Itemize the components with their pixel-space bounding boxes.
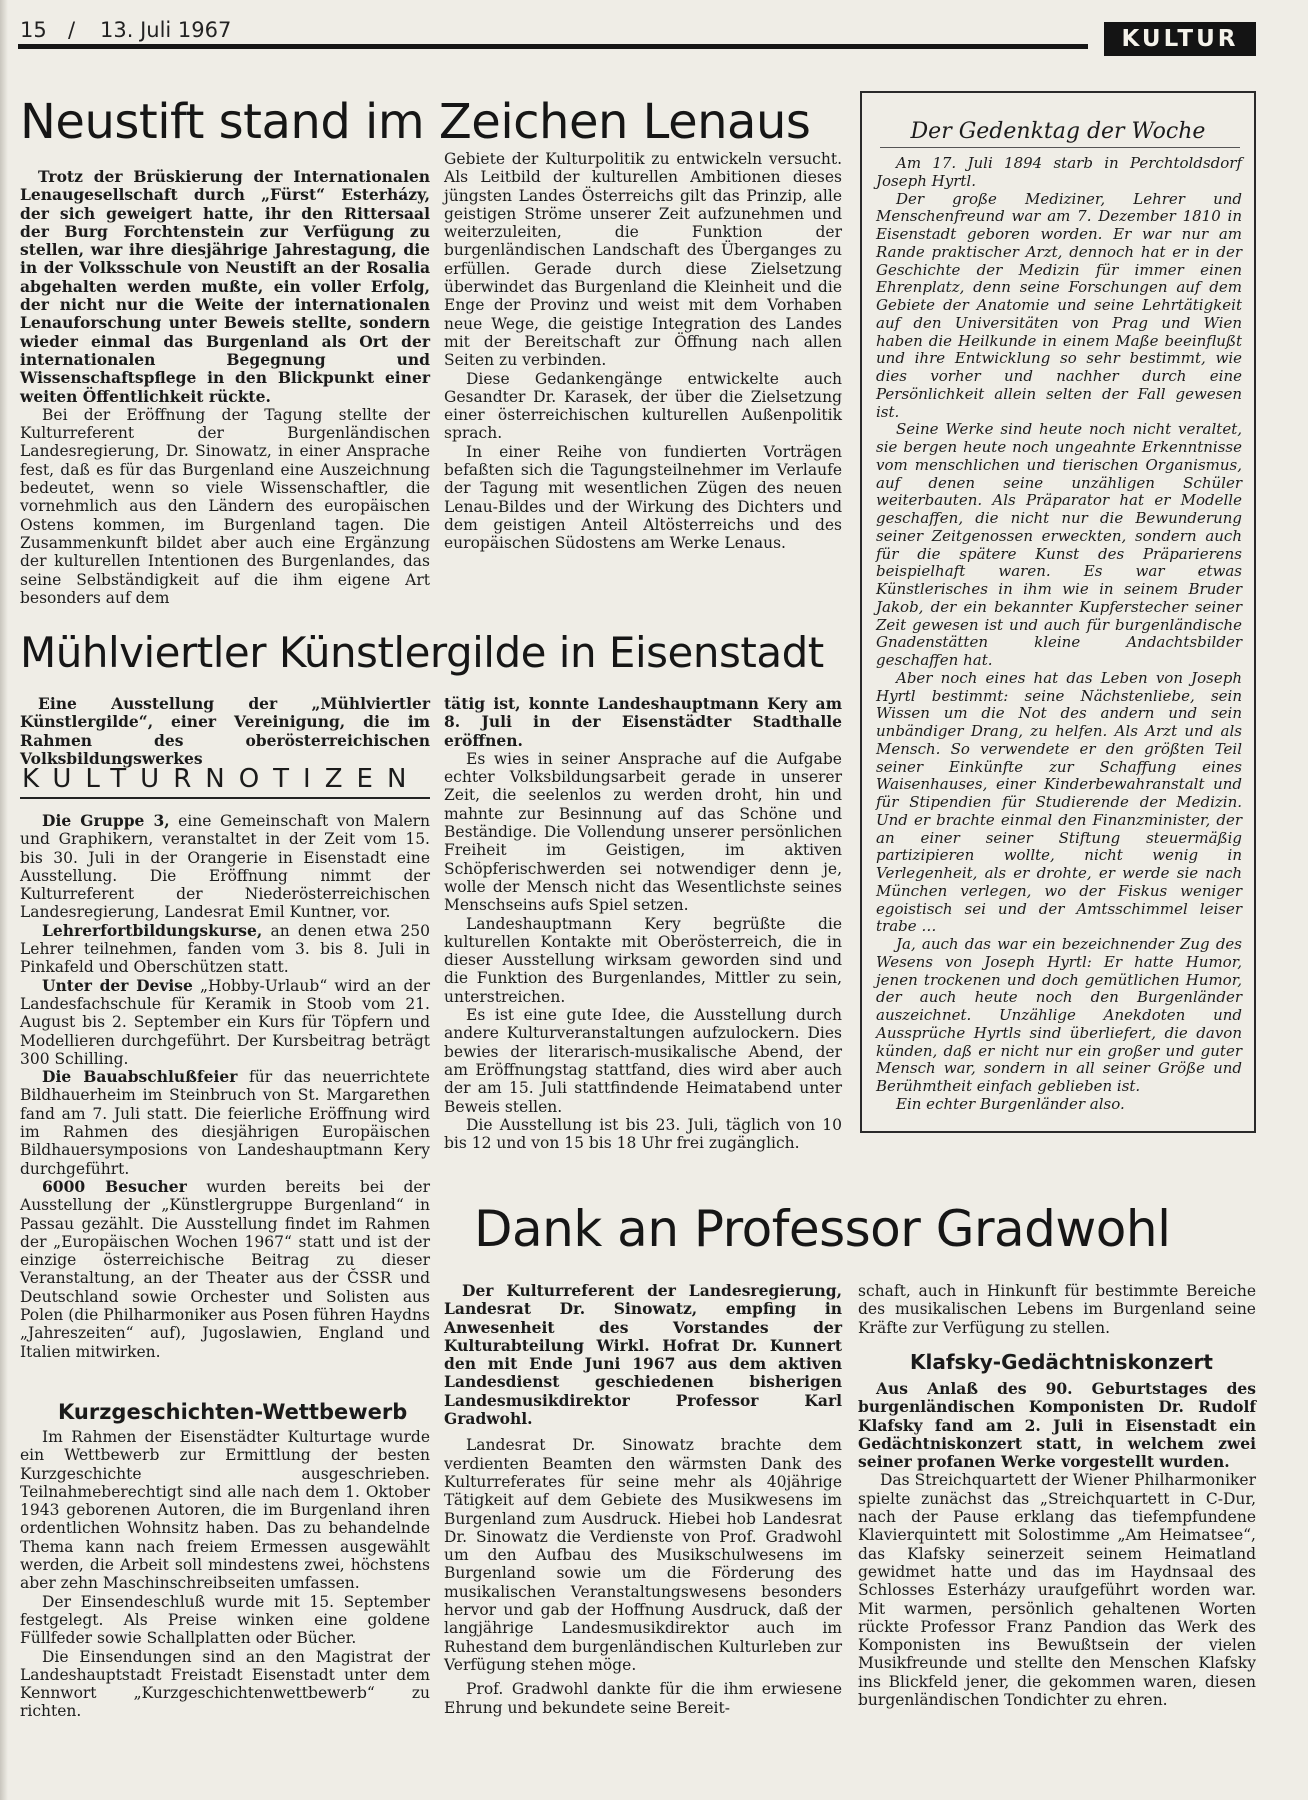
notiz-item bbox=[20, 1068, 430, 1178]
kulturnotizen-title: KULTURNOTIZEN bbox=[22, 764, 421, 794]
page-number: 15 bbox=[20, 18, 47, 42]
gradwohl-paragraph: Prof. Gradwohl dankte für die ihm erwiesene Ehrung und bekundete seine Bereit- bbox=[444, 1680, 842, 1717]
lenau-paragraph: In einer Reihe von fundierten Vorträgen befaßten sich die Tagungsteilnehmer im Verlaufe der Tagung mit wesentlichen Zügen des neuen Lenau-Bildes und der Wirkung des Dichters und dem geistigen Anteil Altösterreichs und des europäischen Südostens am Werke Lenaus. bbox=[444, 442, 842, 553]
lenau-paragraph: Diese Gedankengänge entwickelte auch Gesandter Dr. Karasek, der über die Zielsetzung einer österreichischen kulturellen Außenpolitik sprach. bbox=[444, 369, 842, 443]
notiz-item-keyword: Lehrerfortbildungskurse, bbox=[42, 920, 263, 940]
notiz-item bbox=[20, 977, 430, 1068]
header-separator: / bbox=[68, 18, 76, 42]
gradwohl-paragraph: Landesrat Dr. Sinowatz brachte dem verdienten Beamten den wärmsten Dank des Kulturreferates für seine mehr als 40jährige Tätigkeit auf dem Gebiete des Musikwesens im Burgenland zum Ausdruck. Hiebei hob Landesrat Dr. Sinowatz die Verdienste von Prof. Gradwohl um den Aufbau des Musikschulwesens im Burgenland sowie um die Förderung des musikalischen Veranstaltungswesens besonders hervor und gab der Hoffnung Ausdruck, daß der langjährige Landesmusikdirektor auch im Ruhestand dem burgenländischen Kulturleben zur Verfügung stehen möge. bbox=[444, 1436, 842, 1674]
gedenktag-paragraph: Ja, auch das war ein bezeichnender Zug des Wesens von Joseph Hyrtl: Er hatte Humor, jenen trockenen und doch gemütlichen Humor, der auch heute noch den Burgenländer auszeichnet. Unzählige Anekdoten und Aussprüche Hyrtls sind überliefert, die davon künden, daß er nicht nur ein großer und guter Mensch war, sondern in all seiner Größe und Berühmtheit einfach geblieben ist. bbox=[876, 935, 1242, 1095]
gradwohl-column-1 bbox=[444, 1282, 842, 1717]
notiz-item bbox=[20, 812, 430, 922]
gradwohl-lead: Der Kulturreferent der Landesregierung, Landesrat Dr. Sinowatz, empfing in Anwesenheit des Vorstandes der Kulturabteilung Wirkl. Hofrat Dr. Kunnert den mit Ende Juni 1967 aus dem aktiven Landesdienst geschiedenen bisherigen Landesmusikdirektor Professor Karl Gradwohl. bbox=[444, 1281, 842, 1429]
issue-date: 13. Juli 1967 bbox=[100, 18, 232, 42]
lenau-paragraph: Bei der Eröffnung der Tagung stellte der Kulturreferent der Burgenländischen Landesregierung, Dr. Sinowatz, in einer Ansprache fest, daß es für das Burgenland eine Auszeichnung bedeutet, wenn so viele Wissenschaftler, die vornehmlich aus den Ländern des europäischen Ostens kommen, im Burgenland tagen. Die Zusammenkunft bildet aber auch eine Ergänzung der kulturellen Intentionen des Burgenlandes, das seine Selbständigkeit auf die ihm eigene Art besonders auf dem bbox=[20, 405, 430, 607]
muehlviertler-paragraph: Die Ausstellung ist bis 23. Juli, täglich von 10 bis 12 und von 15 bis 18 Uhr frei zugänglich. bbox=[444, 1115, 842, 1153]
kulturnotizen-column bbox=[20, 812, 430, 1361]
page-fold-shadow bbox=[0, 0, 8, 1800]
headline-lenau: Neustift stand im Zeichen Lenaus bbox=[20, 94, 811, 150]
kulturnotizen-rule bbox=[20, 797, 430, 799]
headline-muehlviertler: Mühlviertler Künstlergilde in Eisenstadt bbox=[20, 628, 824, 677]
section-badge: KULTUR bbox=[1104, 22, 1256, 56]
kurzgeschichten-paragraph: Im Rahmen der Eisenstädter Kulturtage wurde ein Wettbewerb zur Ermittlung der besten Kurzgeschichte ausgeschrieben. Teilnahmeberechtigt sind alle nach dem 1. Oktober 1943 geborenen Autoren, die im Burgenland ihren ordentlichen Wohnsitz haben. Das zu behandelnde Thema kann nach freiem Ermessen ausgewählt werden, die Arbeit soll mindestens zwei, höchstens aber zehn Maschinschreibseiten umfassen. bbox=[20, 1428, 430, 1593]
gedenktag-paragraph: Der große Mediziner, Lehrer und Menschenfreund war am 7. Dezember 1810 in Eisenstadt geboren worden. Er war nur am Rande praktischer Arzt, dennoch hat er in der Geschichte der Medizin für immer einen Ehrenplatz, denn seine Forschungen auf dem Gebiete der Anatomie und seine Lehrtätigkeit auf den Universitäten von Prag und Wien haben die Heilkunde in einem Maße beeinflußt und ihre Entwicklung so sehr bestimmt, wie dies vorher und nachher durch eine Persönlichkeit allein selten der Fall gewesen ist. bbox=[876, 189, 1242, 421]
gedenktag-body bbox=[876, 155, 1242, 1114]
muehlviertler-lead: Eine Ausstellung der „Mühlviertler Künstlergilde“, einer Vereinigung, die im Rahmen des oberösterreichischen Volksbildungswerkes bbox=[20, 694, 430, 768]
notiz-item-keyword: Die Bauabschlußfeier bbox=[42, 1067, 238, 1087]
notiz-item-text: „Hobby-Urlaub“ wird an der Landesfachschule für Keramik in Stoob vom 21. August bis 2. September ein Kurs für Töpfern und Modellieren durchgeführt. Der Kursbeitrag beträgt 300 Schilling. bbox=[20, 976, 430, 1068]
gedenktag-paragraph: Aber noch eines hat das Leben von Joseph Hyrtl bestimmt: seine Nächstenliebe, sein Wissen um die Not des andern und sein unbändiger Drang, zu helfen. Als Arzt und als Mensch. So verwendete er den größten Teil seiner Einkünfte zur Schaffung eines Waisenhauses, einer Kinderbewahranstalt und für Stipendien für Studierende der Medizin. Und er brachte einmal den Finanzminister, der an einer seiner Stiftung steuermäßig partizipieren wollte, nicht wenig in Verlegenheit, als er drohte, er werde sie nach München verlegen, wo der Fiskus weniger egoistisch sei und der Amtsschimmel leiser trabe … bbox=[876, 668, 1242, 936]
headline-gradwohl: Dank an Professor Gradwohl bbox=[474, 1200, 1171, 1258]
muehlviertler-column-2 bbox=[444, 695, 842, 1152]
lenau-column-1 bbox=[20, 168, 430, 607]
gradwohl-column-2 bbox=[858, 1282, 1256, 1337]
klafsky-lead: Aus Anlaß des 90. Geburtstages des burgenländischen Komponisten Dr. Rudolf Klafsky fand am 2. Juli in Eisenstadt ein Gedächtniskonzert statt, in welchem zwei seiner profanen Werke vorgestellt wurden. bbox=[858, 1379, 1256, 1472]
muehlviertler-lead-column bbox=[20, 695, 430, 768]
gedenktag-rule bbox=[880, 147, 1240, 148]
notiz-item-keyword: Unter der Devise bbox=[42, 975, 193, 995]
notiz-item-text: wurden bereits bei der Ausstellung der „Künstlergruppe Burgenland“ in Passau gezählt. Die Ausstellung findet im Rahmen der „Europäischen Wochen 1967“ statt und ist der einzige österreichische Beitrag zu dieser Veranstaltung, an der Theater aus der ČSSR und Deutschland sowie Orchester und Solisten aus Polen (die Philharmoniker aus Posen führen Haydns „Jahreszeiten“ auf), Jugoslawien, England und Italien mitwirken. bbox=[20, 1177, 430, 1361]
kurzgeschichten-paragraph: Die Einsendungen sind an den Magistrat der Landeshauptstadt Freistadt Eisenstadt unter dem Kennwort „Kurzgeschichtenwettbewerb“ zu richten. bbox=[20, 1647, 430, 1721]
muehlviertler-lead-continued: tätig ist, konnte Landeshauptmann Kery am 8. Juli in der Eisenstädter Stadthalle eröffnen. bbox=[444, 694, 842, 750]
muehlviertler-paragraph: Landeshauptmann Kery begrüßte die kulturellen Kontakte mit Oberösterreich, die in dieser Ausstellung wirksam geworden sind und die Funktion des Burgenlandes, Mittler zu sein, unterstreichen. bbox=[444, 914, 842, 1006]
gradwohl-paragraph: schaft, auch in Hinkunft für bestimmte Bereiche des musikalischen Lebens im Burgenland seine Kräfte zur Verfügung zu stellen. bbox=[858, 1282, 1256, 1337]
gedenktag-paragraph: Am 17. Juli 1894 starb in Perchtoldsdorf Joseph Hyrtl. bbox=[876, 154, 1242, 190]
lenau-lead: Trotz der Brüskierung der Internationalen Lenaugesellschaft durch „Fürst“ Esterházy, der sich geweigert hatte, ihr den Rittersaal der Burg Forchtenstein zur Verfügung zu stellen, war ihre diesjährige Jahrestagung, die in der Volksschule von Neustift an der Rosalia abgehalten werden mußte, ein voller Erfolg, der nicht nur die Weite der internationalen Lenauforschung unter Beweis stellte, sondern wieder einmal das Burgenland als Ort der internationalen Begegnung und Wissenschaftspflege in den Blickpunkt einer weiten Öffentlichkeit rückte. bbox=[20, 167, 430, 406]
notiz-item bbox=[20, 922, 430, 977]
notiz-item-text: für das neuerrichtete Bildhauerheim im Steinbruch von St. Margarethen fand am 7. Juli statt. Die feierliche Eröffnung wird im Rahmen des diesjährigen Europäischen Bildhauersymposions von Landeshauptmann Kery durchgeführt. bbox=[20, 1068, 430, 1178]
notiz-item-text: an denen etwa 250 Lehrer teilnehmen, fanden vom 3. bis 8. Juli in Pinkafeld und Oberschützen statt. bbox=[20, 921, 430, 977]
muehlviertler-paragraph: Es wies in seiner Ansprache auf die Aufgabe echter Volksbildungsarbeit gerade in unserer Zeit, die seelenlos zu werden droht, hin und mahnte zur Besinnung auf das Schöne und Beständige. Die Vollendung unserer persönlichen Freiheit im Geistigen, im aktiven Schöpferischwerden sei notwendiger denn je, wolle der Mensch nicht das Wesentlichste seines Menschseins aufs Spiel setzen. bbox=[444, 749, 842, 915]
muehlviertler-paragraph: Es ist eine gute Idee, die Ausstellung durch andere Kulturveranstaltungen aufzulockern. Dies bewies der literarisch-musikalische Abend, der am Eröffnungstag stattfand, dies wird aber auch der am 15. Juli stattfindende Heimatabend unter Beweis stellen. bbox=[444, 1006, 842, 1116]
klafsky-title: Klafsky-Gedächtniskonzert bbox=[910, 1350, 1213, 1374]
gedenktag-box bbox=[860, 91, 1256, 1133]
kurzgeschichten-title: Kurzgeschichten-Wettbewerb bbox=[58, 1400, 408, 1424]
notiz-item-text: eine Gemeinschaft von Malern und Graphikern, veranstaltet in der Zeit vom 15. bis 30. Juli in der Orangerie in Eisenstadt eine Ausstellung. Die Eröffnung nimmt der Kulturreferent der Niederösterreichischen Landesregierung, Landesrat Emil Kuntner, vor. bbox=[20, 812, 431, 922]
klafsky-paragraph: Das Streichquartett der Wiener Philharmoniker spielte zunächst das „Streichquartett in C-Dur, nach der Pause erklang das tiefempfundene Klavierquintett mit Solostimme „Am Heimatsee“, das Klafsky seinerzeit seinem Heimatland gewidmet hatte und das im Haydnsaal des Schlosses Esterházy uraufgeführt worden war. Mit warmen, persönlich gehaltenen Worten rückte Professor Franz Pandion das Werk des Komponisten ins Bewußtsein der vielen Musikfreunde und stellte den Menschen Klafsky ins Blickfeld jener, die gekommen waren, diesen burgenländischen Tondichter zu ehren. bbox=[858, 1471, 1256, 1710]
lenau-paragraph: Gebiete der Kulturpolitik zu entwickeln versucht. Als Leitbild der kulturellen Ambitionen dieses jüngsten Landes Österreichs gilt das Prinzip, alle geistigen Ströme unserer Zeit aufzunehmen und weiterzuleiten, die Funktion der burgenländischen Landschaft des Überganges zu erfüllen. Gerade durch diese Zielsetzung überwindet das Burgenland die Kleinheit und die Enge der Provinz und weist mit dem Vorhaben neue Wege, die geistige Integration des Landes mit der Bereitschaft zur Öffnung nach allen Seiten zu verbinden. bbox=[444, 150, 842, 370]
notiz-item-keyword: Die Gruppe 3, bbox=[42, 811, 170, 830]
gedenktag-paragraph: Seine Werke sind heute noch nicht veraltet, sie bergen heute noch ungeahnte Erkenntnisse vom menschlichen und tierischen Organismus, auf denen seine unzähligen Schüler weiterbauten. Als Präparator hat er Modelle geschaffen, die nicht nur die Bewunderung seiner Zeitgenossen erweckten, sondern auch für die spätere Kunst des Präparierens beispielhaft waren. Es war etwas Künstlerisches in ihm wie in seinem Bruder Jakob, der ein bekannter Kupferstecher seiner Zeit gewesen ist und auch für burgenländische Gnadenstätten kleine Andachtsbilder geschaffen hat. bbox=[876, 420, 1242, 669]
gedenktag-paragraph: Ein echter Burgenländer also. bbox=[896, 1094, 1125, 1113]
klafsky-column bbox=[858, 1380, 1256, 1709]
gedenktag-title: Der Gedenktag der Woche bbox=[910, 119, 1206, 144]
kurzgeschichten-column bbox=[20, 1428, 430, 1721]
kurzgeschichten-paragraph: Der Einsendeschluß wurde mit 15. September festgelegt. Als Preise winken eine goldene Füllfeder sowie Schallplatten oder Bücher. bbox=[20, 1592, 430, 1648]
header-rule bbox=[18, 44, 1088, 49]
notiz-item-keyword: 6000 Besucher bbox=[42, 1176, 187, 1196]
lenau-column-2 bbox=[444, 150, 842, 553]
notiz-item bbox=[20, 1178, 430, 1361]
